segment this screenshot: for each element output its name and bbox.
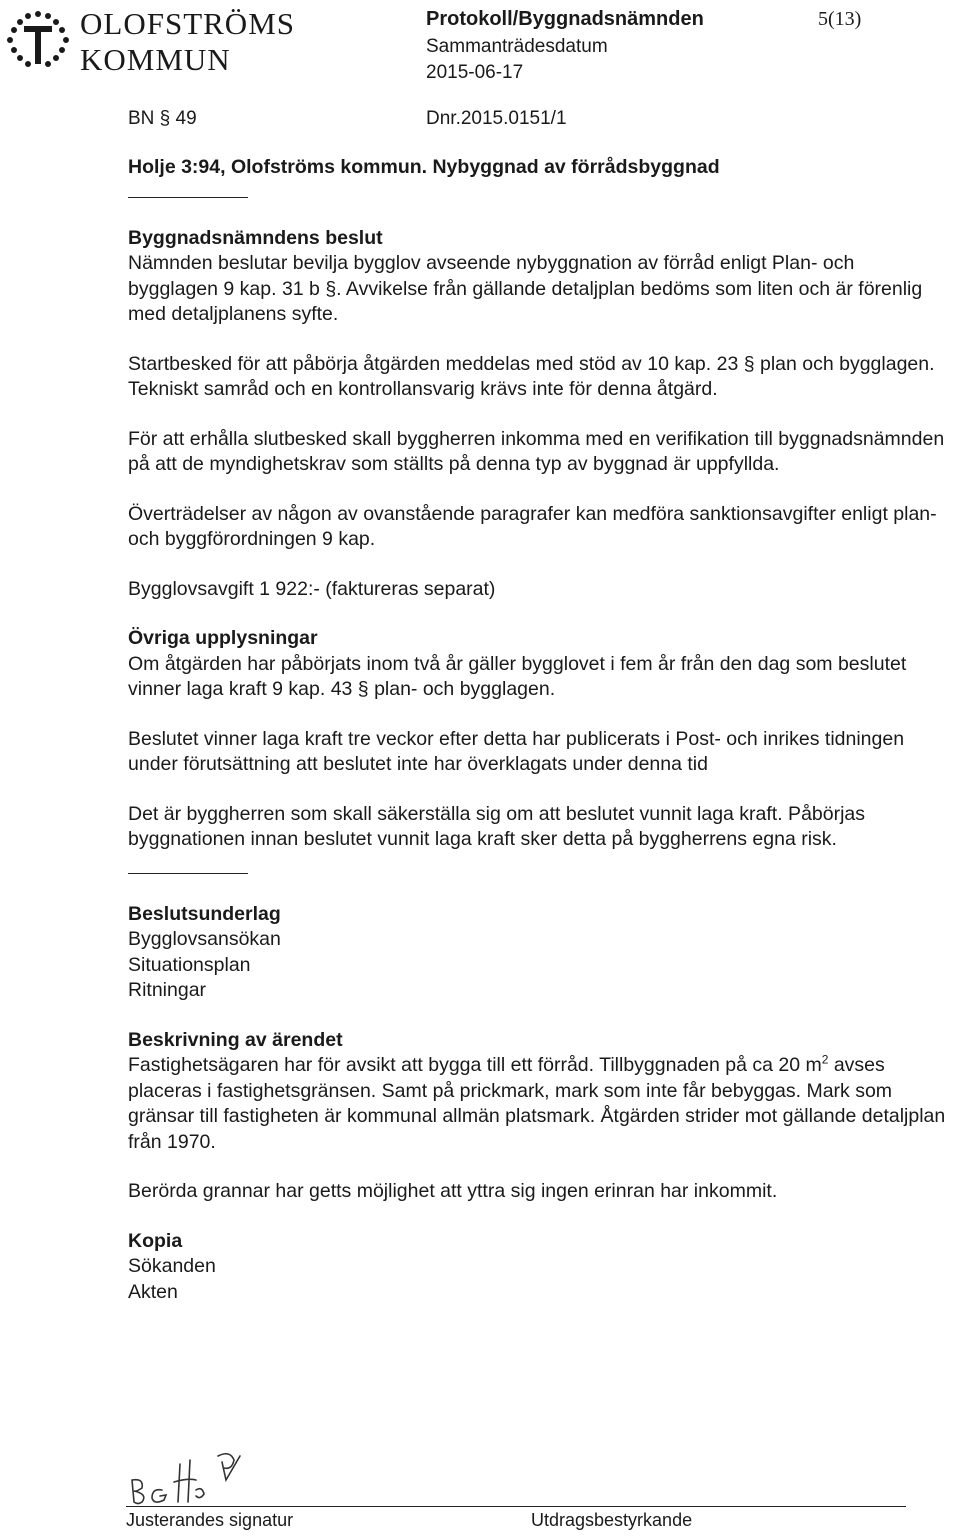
signature-area — [126, 1450, 906, 1530]
basis-item: Situationsplan — [128, 953, 251, 976]
decision-paragraph-3: För att erhålla slutbesked skall byggherren inkomma med en verifikation till byggnadsnämnden på att de myndighetskrav som ställts på denna typ av byggnad är uppfyllda. — [128, 427, 945, 475]
case-number: Dnr.2015.0151/1 — [426, 108, 567, 129]
description-text-a: Fastighetsägaren har för avsikt att bygga till ett förråd. Tillbyggnaden på ca 20 m — [128, 1054, 822, 1076]
superscript: 2 — [821, 1052, 829, 1067]
logo-text-line2: KOMMUN — [80, 42, 231, 77]
description-paragraph-1 — [128, 1053, 948, 1155]
basis-item: Bygglovsansökan — [128, 928, 281, 950]
extract-certification-label: Utdragsbestyrkande — [531, 1510, 693, 1530]
copy-item: Sökanden — [128, 1255, 216, 1277]
description-heading: Beskrivning av ärendet — [128, 1028, 343, 1051]
description-text-b: avses placeras i fastighetsgränsen. Samt på prickmark, mark som inte får bebyggas. Mark som gränsar till fastigheten är kommunal allmän platsmark. Åtgärden strider mot gällande detaljplan från 1970. — [128, 1054, 946, 1153]
decision-paragraph-1: Nämnden beslutar bevilja bygglov avseende nybyggnation av förråd enligt Plan- och bygglagen 9 kap. 31 b §. Avvikelse från gällande detaljplan bedöms som liten och är förenlig med detaljplanens syfte. — [128, 252, 923, 325]
meeting-date-label: Sammanträdesdatum — [426, 36, 608, 57]
signature-label: Justerandes signatur — [126, 1510, 294, 1530]
decision-paragraph-2: Startbesked för att påbörja åtgärden meddelas med stöd av 10 kap. 23 § plan och bygglagen. Tekniskt samråd och en kontrollansvarig krävs inte för denna åtgärd. — [128, 352, 935, 400]
protocol-title: Protokoll/Byggnadsnämnden — [426, 8, 704, 30]
handwritten-initials — [126, 1450, 326, 1506]
decision-paragraph-4: Överträdelser av någon av ovanstående paragrafer kan medföra sanktionsavgifter enligt plan- och byggförordningen 9 kap. — [128, 502, 937, 550]
logo-text-line1: OLOFSTRÖMS — [80, 6, 295, 41]
other-info-paragraph-1: Om åtgärden har påbörjats inom två år gäller bygglovet i fem år från den dag som beslutet vinner laga kraft 9 kap. 43 § plan- och bygglagen. — [128, 652, 907, 700]
basis-item: Ritningar — [128, 979, 207, 1001]
logo-emblem-icon — [0, 2, 80, 82]
copy-item: Akten — [128, 1280, 178, 1303]
document-body — [128, 155, 948, 1305]
meeting-date: 2015-06-17 — [426, 62, 524, 83]
copy-heading: Kopia — [128, 1229, 183, 1252]
decision-heading: Byggnadsnämndens beslut — [128, 226, 383, 249]
page-number: 5(13) — [818, 8, 862, 30]
subject-heading: Holje 3:94, Olofströms kommun. Nybyggnad av förrådsbyggnad — [128, 156, 720, 178]
description-paragraph-2: Berörda grannar har getts möjlighet att yttra sig ingen erinran har inkommit. — [128, 1180, 778, 1202]
other-info-heading: Övriga upplysningar — [128, 627, 318, 649]
fee-paragraph: Bygglovsavgift 1 922:- (faktureras separat) — [128, 577, 496, 600]
municipality-logo — [0, 2, 330, 82]
basis-heading: Beslutsunderlag — [128, 902, 281, 925]
paragraph-number: BN § 49 — [128, 108, 197, 129]
signature-line — [126, 1506, 906, 1507]
other-info-paragraph-2: Beslutet vinner laga kraft tre veckor efter detta har publicerats i Post- och inrikes tidningen under förutsättning att beslutet inte har överklagats under denna tid — [128, 727, 905, 775]
other-info-paragraph-3: Det är byggherren som skall säkerställa sig om att beslutet vunnit laga kraft. Påbörjas byggnationen innan beslutet vunnit laga kraft sker detta på byggherrens egna risk. — [128, 802, 866, 850]
